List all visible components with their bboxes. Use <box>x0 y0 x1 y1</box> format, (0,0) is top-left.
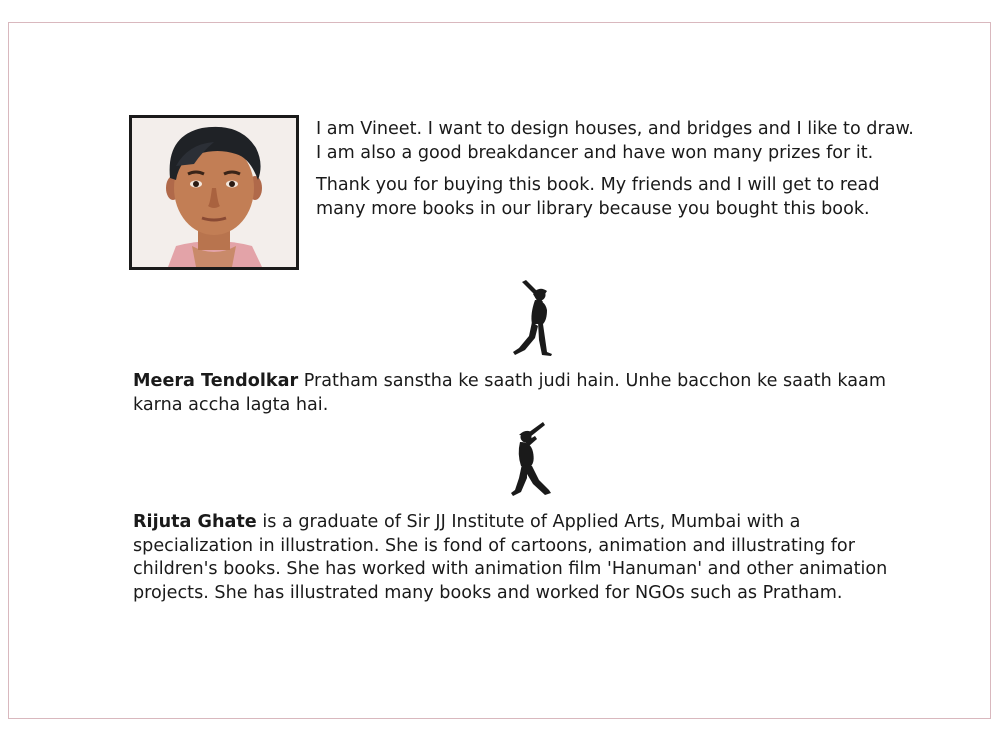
intro-paragraph-2: Thank you for buying this book. My friends and I will get to read many more books in our library because you bought this book. <box>316 175 880 219</box>
child-portrait-photo <box>129 115 299 270</box>
author-bio-text: Pratham sanstha ke saath judi hain. Unhe bacchon ke saath kaam karna accha lagta hai. <box>133 371 886 415</box>
batsman-silhouette-icon <box>505 420 557 496</box>
illustrator-name: Rijuta Ghate <box>133 512 257 532</box>
intro-text <box>316 118 916 221</box>
illustrator-bio <box>133 511 923 605</box>
illustrator-bio-text: is a graduate of Sir JJ Institute of Applied Arts, Mumbai with a specialization in illustration. She is fond of cartoons, animation and illustrating for children's books. She has worked with animation film 'Hanuman' and other animation projects. She has illustrated many books and worked for NGOs such as Pratham. <box>133 512 888 603</box>
batsman-silhouette-icon <box>505 280 557 356</box>
author-name: Meera Tendolkar <box>133 371 299 391</box>
intro-paragraph-1: I am Vineet. I want to design houses, and bridges and I like to draw. I am also a good breakdancer and have won many prizes for it. <box>316 119 914 163</box>
author-bio <box>133 370 923 417</box>
